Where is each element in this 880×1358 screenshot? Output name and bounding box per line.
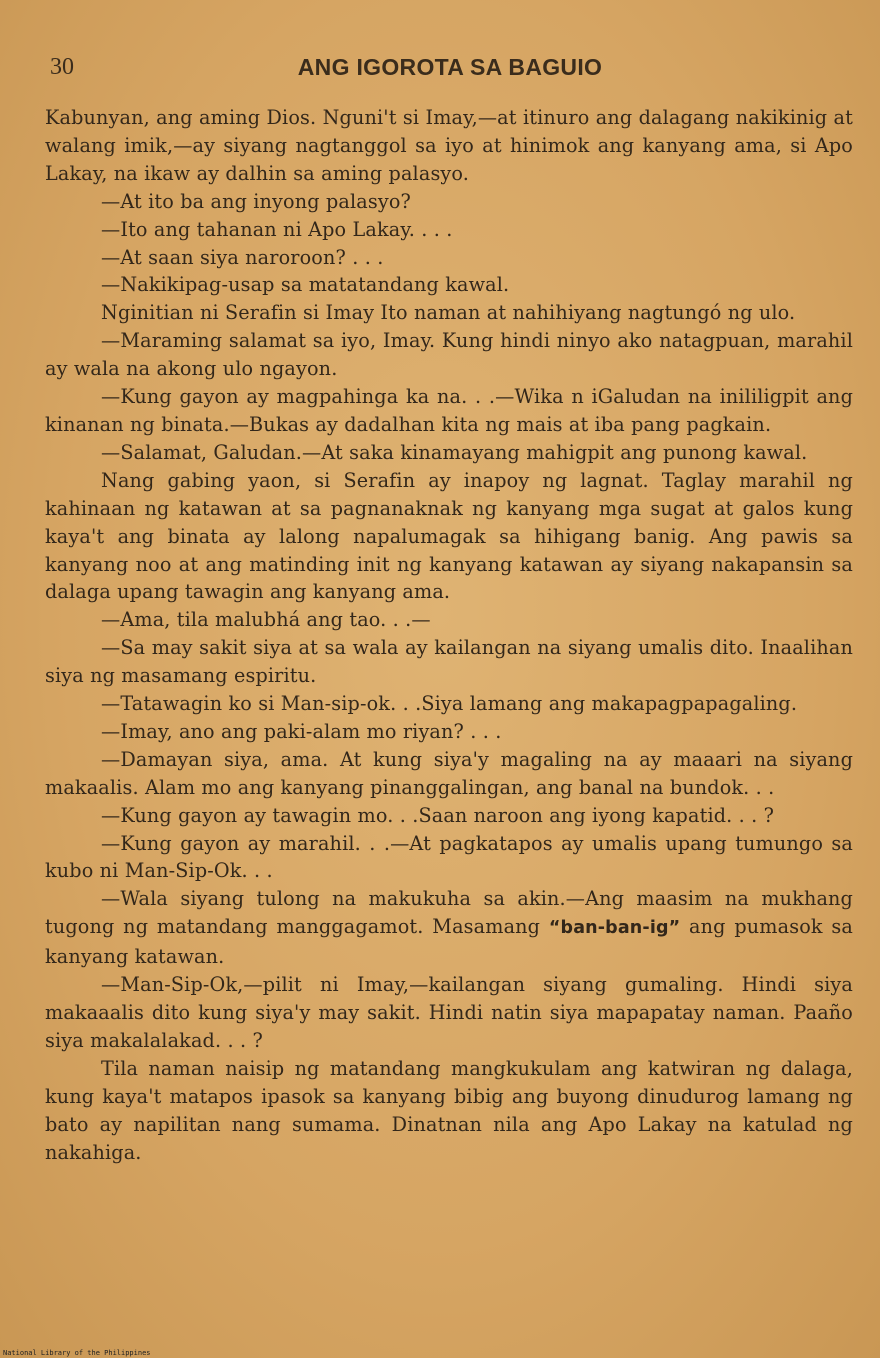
running-title: ANG IGOROTA SA BAGUIO	[297, 54, 603, 80]
paragraph-8: —Kung gayon ay magpahinga ka na. . .—Wika n iGaludan na inililigpit ang kinanan ng binata.—Bukas ay dadalhan kita ng mais at iba pang pagkain.	[45, 385, 853, 436]
paragraph-14: —Imay, ano ang paki-alam mo riyan? . . .	[101, 719, 502, 743]
paragraph-20: Tila naman naisip ng matandang mangkukulam ang katwiran ng dalaga, kung kaya't matapos ipasok sa kanyang bibig ang buyong dinudurog lamang ng bato ay napilitan nang sumama. Dinatnan nila ang Apo Lakay na katulad ng nakahiga.	[45, 1056, 853, 1164]
paragraph-16: —Kung gayon ay tawagin mo. . .Saan naroon ang iyong kapatid. . . ?	[101, 803, 775, 827]
paragraph-9: —Salamat, Galudan.—At saka kinamayang mahigpit ang punong kawal.	[101, 440, 808, 464]
bold-term: “ban-ban-ig”	[548, 918, 681, 939]
paragraph-17: —Kung gayon ay marahil. . .—At pagkatapos ay umalis upang tumungo sa kubo ni Man-Sip-Ok. . .	[45, 831, 853, 883]
paragraph-2: —At ito ba ang inyong palasyo?	[101, 189, 411, 213]
paragraph-6: Nginitian ni Serafin si Imay Ito naman at nahihiyang nagtungó ng ulo.	[101, 301, 796, 325]
paragraph-3: —Ito ang tahanan ni Apo Lakay. . . .	[101, 217, 453, 241]
paragraph-19: —Man-Sip-Ok,—pilit ni Imay,—kailangan siyang gumaling. Hindi siya makaaalis dito kung siya'y may sakit. Hindi natin siya mapapatay naman. Paaño siya makalalakad. . . ?	[45, 973, 853, 1052]
paragraph-15: —Damayan siya, ama. At kung siya'y magaling na ay maaari na siyang makaalis. Alam mo ang kanyang pinanggalingan, ang banal na bundok. . .	[45, 747, 853, 799]
paragraph-5: —Nakikipag-usap sa matatandang kawal.	[101, 273, 510, 297]
paragraph-7: —Maraming salamat sa iyo, Imay. Kung hindi ninyo ako natagpuan, marahil ay wala na akong ulo ngayon.	[45, 329, 853, 381]
paragraph-18	[45, 885, 853, 971]
paragraph-18-after: ang pumasok sa kanyang katawan.	[45, 915, 853, 969]
paragraph-18-before: —Wala siyang tulong na makukuha sa akin.—Ang maasim na mukhang tugong ng matandang manggagamot. Masamang	[45, 887, 853, 939]
paragraph-11: —Ama, tila malubhá ang tao. . .—	[101, 608, 431, 632]
page-number: 30	[50, 54, 74, 80]
paragraph-1: Kabunyan, ang aming Dios. Nguni't si Imay,—at itinuro ang dalagang nakikinig at walang imik,—ay siyang nagtanggol sa iyo at hinimok ang kanyang ama, si Apo Lakay, na ikaw ay dalhin sa aming palasyo.	[45, 106, 853, 185]
footer-credit: National Library of the Philippines	[3, 1349, 151, 1357]
paragraph-12: —Sa may sakit siya at sa wala ay kailangan na siyang umalis dito. Inaalihan siya ng masamang espiritu.	[45, 636, 853, 688]
paragraph-4: —At saan siya naroroon? . . .	[101, 245, 384, 269]
page-header	[50, 52, 850, 86]
text-body	[45, 104, 853, 1166]
paragraph-10: Nang gabing yaon, si Serafin ay inapoy ng lagnat. Taglay marahil ng kahinaan ng katawan at sa pagnanaknak ng kanyang mga sugat at galos kung kaya't ang binata ay lalong napalumagak sa hihigang banig. Ang pawis sa kanyang noo at ang matinding init ng kanyang katawan ay siyang nakapansin sa dalaga upang tawagin ang kanyang ama.	[45, 468, 853, 604]
paragraph-13: —Tatawagin ko si Man-sip-ok. . .Siya lamang ang makapagpapagaling.	[101, 692, 798, 716]
